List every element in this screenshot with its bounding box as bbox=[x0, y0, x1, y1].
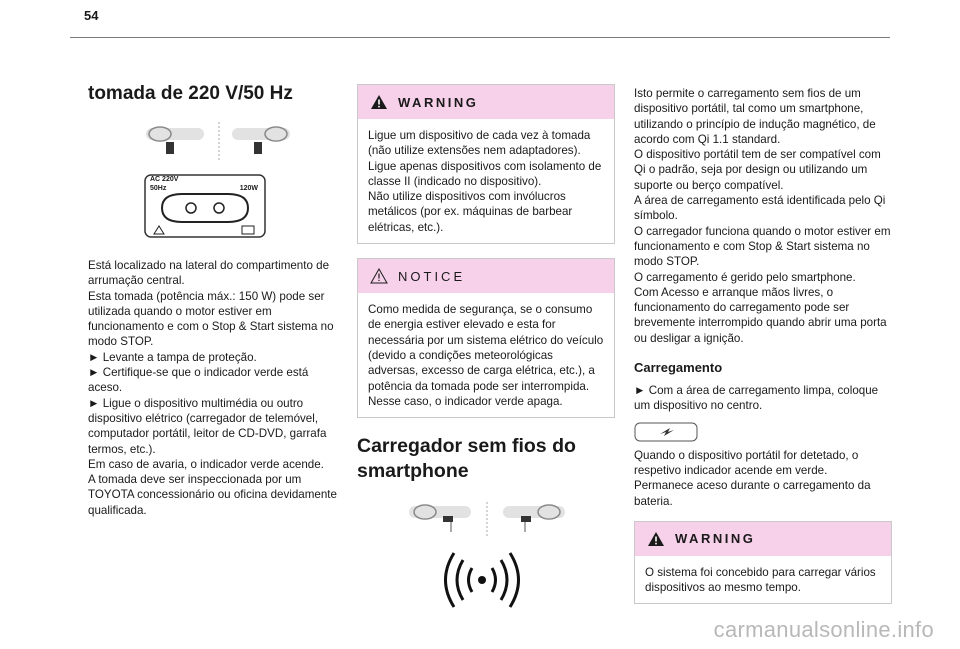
paragraph: Quando o dispositivo portátil for detetado, o respetivo indicador acende em verde. bbox=[634, 448, 859, 477]
bullet-item: ► Ligue o dispositivo multimédia ou outro dispositivo elétrico (carregador de telemóvel, computador portátil, leitor de CD-DVD, garrafa termos, etc.). bbox=[88, 396, 327, 456]
charging-heading: Carregamento bbox=[634, 360, 723, 376]
warning-text bbox=[358, 119, 614, 243]
header-rule bbox=[70, 37, 890, 38]
socket-title: tomada de 220 V/50 Hz bbox=[88, 83, 293, 104]
paragraph: A tomada deve ser inspeccionada por um TOYOTA concessionário ou oficina devidamente qualificada. bbox=[88, 473, 337, 517]
socket-text bbox=[88, 258, 343, 518]
wireless-charger-title: Carregador sem fios do smartphone bbox=[357, 435, 576, 483]
paragraph: O dispositivo portátil tem de ser compatível com Qi o padrão, seja por design ou utilizando um suporte ou berço compatível. bbox=[634, 148, 881, 192]
bullet-item: ► Certifique-se que o indicador verde está aceso. bbox=[88, 366, 309, 395]
warning-line: Ligue um dispositivo de cada vez à tomada (não utilize extensões nem adaptadores). bbox=[368, 129, 591, 158]
notice-text: Como medida de segurança, se o consumo de energia estiver elevado e esta for necessária por um sistema elétrico do veículo (devido a condições meteorológicas adversas, excesso de carga elétrica, etc.), a potência da tomada pode ser interrompida. Nesse caso, o indicador verde apaga. bbox=[368, 303, 604, 408]
warning-label: WARNING bbox=[398, 94, 479, 110]
charging-pad-icon bbox=[634, 422, 698, 442]
page-number: 54 bbox=[84, 8, 99, 23]
paragraph: Isto permite o carregamento sem fios de um dispositivo portátil, tal como um smartphone, utilizando o princípio de indução magnético, de acordo com Qi 1.1 standard. bbox=[634, 87, 876, 146]
warning-label: WARNING bbox=[675, 531, 756, 547]
charging-step: ► Com a área de carregamento limpa, coloque um dispositivo no centro. bbox=[634, 384, 879, 413]
steering-illustration bbox=[144, 122, 294, 164]
paragraph: A área de carregamento está identificada pelo Qi símbolo. bbox=[634, 194, 886, 223]
warning-box bbox=[357, 84, 615, 244]
column-warnings bbox=[357, 84, 615, 610]
paragraph: Esta tomada (potência máx.: 150 W) pode ser utilizada quando o motor estiver em funcionamento e com o Stop & Start sistema no modo STOP. bbox=[88, 289, 334, 349]
warning-header bbox=[358, 85, 614, 119]
column-socket bbox=[88, 82, 343, 518]
socket-illustration bbox=[144, 174, 266, 238]
charger-intro bbox=[634, 86, 892, 346]
paragraph: Está localizado na lateral do compartimento de arrumação central. bbox=[88, 259, 330, 288]
paragraph: Permanece aceso durante o carregamento da bateria. bbox=[634, 479, 871, 508]
console-illustration bbox=[407, 502, 567, 538]
charging-after bbox=[634, 448, 892, 509]
notice-label: NOTICE bbox=[398, 268, 466, 284]
paragraph: Com Acesso e arranque mãos livres, o funcionamento do carregamento pode ser brevemente interrompido quando abrir uma porta ou desligar a ignição. bbox=[634, 285, 887, 345]
notice-box bbox=[357, 258, 615, 418]
notice-header bbox=[358, 259, 614, 293]
bullet-item: ► Levante a tampa de proteção. bbox=[88, 350, 257, 364]
wireless-signal-icon bbox=[427, 550, 537, 610]
warning-header-2 bbox=[635, 522, 891, 556]
warning-line: Não utilize dispositivos com invólucros metálicos (por ex. máquinas de barbear elétricas, etc.). bbox=[368, 190, 573, 234]
watermark: carmanualsonline.info bbox=[713, 617, 934, 642]
notice-icon bbox=[370, 268, 388, 284]
warning-box-2 bbox=[634, 521, 892, 605]
warning-line: Ligue apenas dispositivos com isolamento de classe II (indicado no dispositivo). bbox=[368, 159, 602, 188]
paragraph: Em caso de avaria, o indicador verde acende. bbox=[88, 457, 324, 471]
warning-text-2: O sistema foi concebido para carregar vários dispositivos ao mesmo tempo. bbox=[645, 565, 876, 595]
warning-icon bbox=[647, 531, 665, 547]
warning-icon bbox=[370, 94, 388, 110]
socket-label-ac: AC 220V bbox=[150, 176, 179, 183]
paragraph: O carregamento é gerido pelo smartphone. bbox=[634, 270, 856, 284]
paragraph: O carregador funciona quando o motor estiver em funcionamento e com Stop & Start sistema no modo STOP. bbox=[634, 224, 891, 269]
socket-label-w: 120W bbox=[239, 185, 258, 192]
column-charging bbox=[634, 86, 892, 604]
socket-label-hz: 50Hz bbox=[150, 185, 167, 192]
